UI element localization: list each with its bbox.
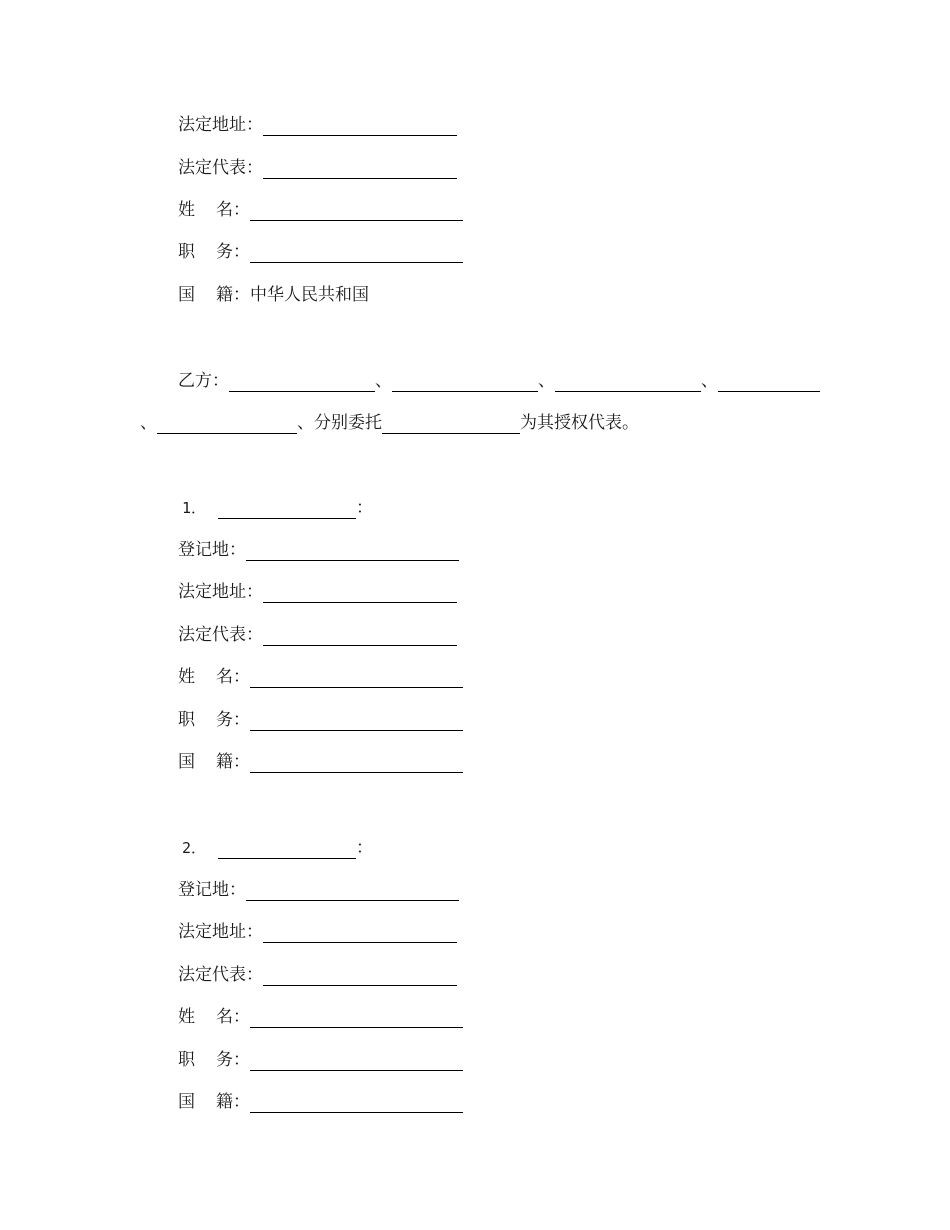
- entity-1-name-blank-field[interactable]: [250, 670, 463, 688]
- entity-2-registration-blank[interactable]: [246, 883, 459, 901]
- entity-1-name-label-char1: 姓: [178, 667, 195, 687]
- entity-2-nationality-label-char1: 国: [178, 1092, 195, 1112]
- entity-2-legal-rep-label: 法定代表：: [178, 965, 263, 985]
- party-b-entrust-text: 、分别委托: [297, 413, 382, 433]
- party-b-blank-2[interactable]: [392, 374, 538, 392]
- nationality-row: [178, 284, 369, 306]
- name-blank[interactable]: [250, 203, 463, 221]
- entity-2-nationality-blank[interactable]: [250, 1095, 463, 1113]
- entity-2-colon: ：: [356, 838, 373, 858]
- party-b-sep-1: 、: [375, 371, 392, 391]
- name-row: [178, 199, 463, 221]
- entity-1-legal-address-blank[interactable]: [263, 585, 457, 603]
- entity-2-name-blank[interactable]: [218, 841, 356, 859]
- legal-address-label: 法定地址：: [178, 115, 263, 135]
- legal-rep-blank[interactable]: [263, 161, 457, 179]
- entity-2-name-blank-field[interactable]: [250, 1010, 463, 1028]
- entity-1-nationality-row: [178, 751, 463, 773]
- party-b-blank-3[interactable]: [555, 374, 701, 392]
- party-b-sep-2: 、: [538, 371, 555, 391]
- party-b-blank-4[interactable]: [718, 374, 820, 392]
- entity-2-title-label-char2: 务：: [216, 1050, 250, 1070]
- entity-1-name-row: [178, 666, 463, 688]
- entity-2-legal-address-label: 法定地址：: [178, 922, 263, 942]
- title-label-char1: 职: [178, 242, 195, 262]
- entity-2-legal-address-blank[interactable]: [263, 925, 457, 943]
- entity-2-title-blank[interactable]: [250, 1053, 463, 1071]
- entity-1-legal-address-row: [178, 581, 457, 603]
- entity-2-registration-row: [178, 879, 459, 901]
- entity-1-colon: ：: [356, 498, 373, 518]
- title-label-char2: 务：: [216, 242, 250, 262]
- entity-2-number: 2．: [182, 839, 207, 857]
- entity-2-registration-label: 登记地：: [178, 880, 246, 900]
- entity-1-name-blank[interactable]: [218, 501, 356, 519]
- legal-rep-row: [178, 157, 457, 179]
- name-label-char1: 姓: [178, 200, 195, 220]
- party-b-blank-5[interactable]: [157, 416, 297, 434]
- entity-2-nationality-label-char2: 籍：: [216, 1092, 250, 1112]
- entity-2-legal-address-row: [178, 921, 457, 943]
- title-blank[interactable]: [250, 245, 463, 263]
- party-b-agent-text: 为其授权代表。: [520, 413, 639, 433]
- entity-2-name-row: [178, 1006, 463, 1028]
- nationality-label-char2: 籍：: [216, 285, 250, 305]
- party-b-sep-3: 、: [701, 371, 718, 391]
- entity-2-title-label-char1: 职: [178, 1050, 195, 1070]
- entity-1-registration-row: [178, 539, 459, 561]
- legal-address-row: [178, 114, 457, 136]
- name-label-char2: 名：: [216, 200, 250, 220]
- entity-1-title-blank[interactable]: [250, 713, 463, 731]
- entity-1-number: 1．: [182, 499, 207, 517]
- entity-2-heading-row: [178, 837, 373, 859]
- legal-rep-label: 法定代表：: [178, 158, 263, 178]
- entity-2-title-row: [178, 1049, 463, 1071]
- party-b-row: [178, 370, 820, 392]
- entity-1-nationality-label-char2: 籍：: [216, 752, 250, 772]
- party-b-blank-1[interactable]: [229, 374, 375, 392]
- entity-1-legal-address-label: 法定地址：: [178, 582, 263, 602]
- entity-1-legal-rep-label: 法定代表：: [178, 625, 263, 645]
- party-b-row-2: [140, 412, 639, 434]
- entity-1-registration-blank[interactable]: [246, 543, 459, 561]
- entity-2-name-label-char1: 姓: [178, 1007, 195, 1027]
- nationality-label-char1: 国: [178, 285, 195, 305]
- entity-1-legal-rep-blank[interactable]: [263, 628, 457, 646]
- entity-2-name-label-char2: 名：: [216, 1007, 250, 1027]
- title-row: [178, 241, 463, 263]
- entity-1-title-label-char2: 务：: [216, 710, 250, 730]
- entity-1-registration-label: 登记地：: [178, 540, 246, 560]
- entity-2-legal-rep-row: [178, 964, 457, 986]
- entity-1-nationality-label-char1: 国: [178, 752, 195, 772]
- entity-1-heading-row: [178, 497, 373, 519]
- entity-1-legal-rep-row: [178, 624, 457, 646]
- entity-1-title-label-char1: 职: [178, 710, 195, 730]
- entity-1-name-label-char2: 名：: [216, 667, 250, 687]
- party-b-label: 乙方：: [178, 371, 229, 391]
- entity-2-legal-rep-blank[interactable]: [263, 968, 457, 986]
- nationality-value: 中华人民共和国: [250, 285, 369, 305]
- party-b-sep-4: 、: [140, 413, 157, 433]
- entity-1-nationality-blank[interactable]: [250, 755, 463, 773]
- legal-address-blank[interactable]: [263, 118, 457, 136]
- party-b-agent-blank[interactable]: [382, 416, 520, 434]
- entity-1-title-row: [178, 709, 463, 731]
- entity-2-nationality-row: [178, 1091, 463, 1113]
